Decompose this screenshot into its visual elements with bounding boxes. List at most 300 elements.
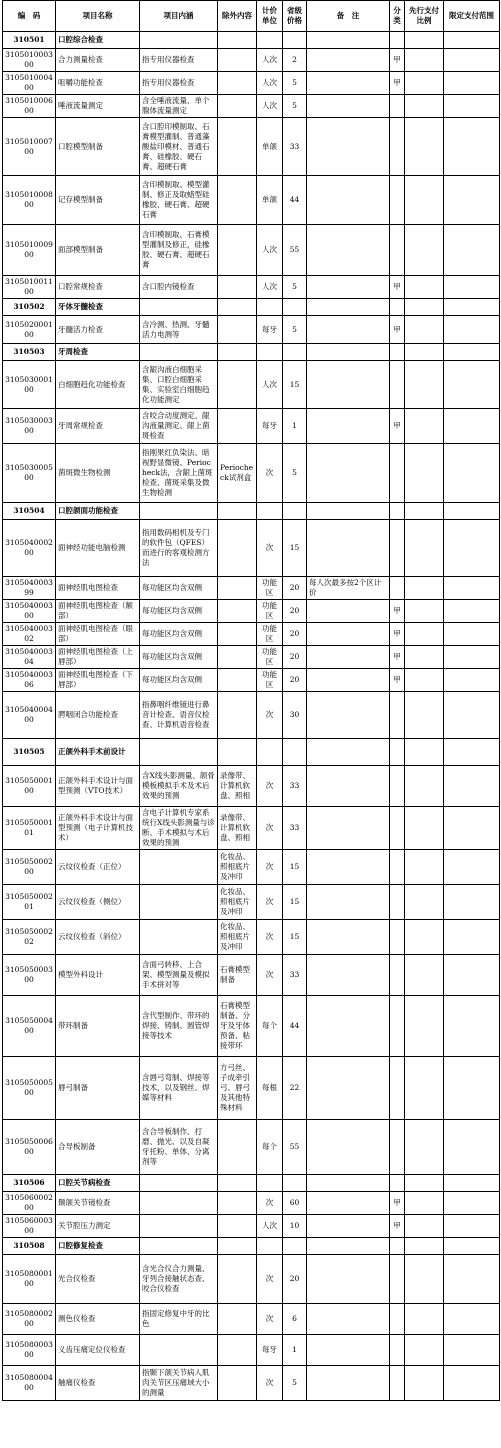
exclusions-cell: 录像带、计算机软盘、照相 bbox=[218, 766, 257, 807]
content-cell: 指用数码相机及专门的软件包（QFES）而进行的客观检测方法 bbox=[140, 520, 218, 577]
category-cell bbox=[390, 225, 405, 276]
exclusions-cell bbox=[218, 72, 257, 95]
prepay-ratio-cell bbox=[405, 766, 444, 807]
content-cell bbox=[140, 1192, 218, 1215]
prepay-ratio-cell bbox=[405, 1120, 444, 1175]
table-row bbox=[3, 95, 500, 118]
prepay-ratio-cell bbox=[405, 996, 444, 1057]
payment-scope-cell bbox=[444, 49, 500, 72]
prepay-ratio-cell bbox=[405, 1192, 444, 1215]
prepay-ratio-cell bbox=[405, 444, 444, 503]
payment-scope-cell bbox=[444, 118, 500, 176]
header-payment-scope: 限定支付范围 bbox=[444, 1, 500, 32]
section-code: 310501 bbox=[3, 32, 56, 49]
table-body bbox=[3, 32, 500, 1401]
empty-cell bbox=[257, 299, 283, 316]
table-row bbox=[3, 850, 500, 885]
price-cell: 55 bbox=[283, 1120, 307, 1175]
content-cell: 含口腔印模制取、石膏模型灌制、普通藻酸盐印模材、普通石膏、硅橡胶、硬石膏、超硬石膏 bbox=[140, 118, 218, 176]
table-row bbox=[3, 692, 500, 739]
section-row bbox=[3, 299, 500, 316]
code-cell: 310501000400 bbox=[3, 72, 56, 95]
code-cell: 310501000300 bbox=[3, 49, 56, 72]
section-title: 正颌外科手术前设计 bbox=[56, 739, 140, 766]
category-cell: 甲 bbox=[390, 72, 405, 95]
payment-scope-cell bbox=[444, 95, 500, 118]
empty-cell bbox=[283, 503, 307, 520]
table-row bbox=[3, 920, 500, 955]
content-cell bbox=[140, 850, 218, 885]
note-cell bbox=[307, 885, 390, 920]
price-cell: 15 bbox=[283, 885, 307, 920]
table-row bbox=[3, 118, 500, 176]
unit-cell: 人次 bbox=[257, 49, 283, 72]
empty-cell bbox=[307, 344, 390, 361]
table-row bbox=[3, 1366, 500, 1401]
price-cell: 20 bbox=[283, 577, 307, 600]
note-cell bbox=[307, 409, 390, 444]
payment-scope-cell bbox=[444, 885, 500, 920]
section-title: 口腔综合检查 bbox=[56, 32, 140, 49]
exclusions-cell: 石膏模型制备、分牙及牙体预备、粘接带环 bbox=[218, 996, 257, 1057]
prepay-ratio-cell bbox=[405, 1057, 444, 1120]
note-cell bbox=[307, 1192, 390, 1215]
code-cell: 310503000500 bbox=[3, 444, 56, 503]
price-cell: 60 bbox=[283, 1192, 307, 1215]
section-code: 310503 bbox=[3, 344, 56, 361]
payment-scope-cell bbox=[444, 176, 500, 225]
payment-scope-cell bbox=[444, 646, 500, 669]
table-row bbox=[3, 623, 500, 646]
exclusions-cell bbox=[218, 577, 257, 600]
exclusions-cell bbox=[218, 409, 257, 444]
note-cell bbox=[307, 276, 390, 299]
price-cell: 55 bbox=[283, 225, 307, 276]
price-cell: 33 bbox=[283, 118, 307, 176]
content-cell bbox=[140, 1215, 218, 1238]
name-cell: 咀嚼功能检查 bbox=[56, 72, 140, 95]
empty-cell bbox=[444, 739, 500, 766]
header-prepay-ratio: 先行支付比例 bbox=[405, 1, 444, 32]
empty-cell bbox=[405, 299, 444, 316]
empty-cell bbox=[390, 1238, 405, 1255]
name-cell: 牙周常规检查 bbox=[56, 409, 140, 444]
empty-cell bbox=[307, 299, 390, 316]
category-cell bbox=[390, 520, 405, 577]
empty-cell bbox=[218, 739, 257, 766]
empty-cell bbox=[140, 344, 218, 361]
exclusions-cell bbox=[218, 520, 257, 577]
prepay-ratio-cell bbox=[405, 850, 444, 885]
name-cell: 面神经肌电图检查（眼部） bbox=[56, 623, 140, 646]
table-row bbox=[3, 766, 500, 807]
empty-cell bbox=[218, 503, 257, 520]
content-cell: 每功能区均含双侧 bbox=[140, 646, 218, 669]
name-cell: 白细胞趋化功能检查 bbox=[56, 361, 140, 409]
empty-cell bbox=[218, 344, 257, 361]
unit-cell: 每根 bbox=[257, 1057, 283, 1120]
payment-scope-cell bbox=[444, 577, 500, 600]
table-row bbox=[3, 807, 500, 850]
content-cell bbox=[140, 920, 218, 955]
name-cell: 菌斑微生物检测 bbox=[56, 444, 140, 503]
note-cell bbox=[307, 1366, 390, 1401]
table-row bbox=[3, 1335, 500, 1366]
unit-cell: 次 bbox=[257, 807, 283, 850]
price-cell: 44 bbox=[283, 176, 307, 225]
category-cell bbox=[390, 1304, 405, 1335]
prepay-ratio-cell bbox=[405, 807, 444, 850]
code-cell: 310506000300 bbox=[3, 1215, 56, 1238]
code-cell: 310505000202 bbox=[3, 920, 56, 955]
empty-cell bbox=[257, 1238, 283, 1255]
unit-cell: 人次 bbox=[257, 276, 283, 299]
content-cell: 含电子计算机专家系统行X线头影测量与诊断、手术模拟与术后效果的预测 bbox=[140, 807, 218, 850]
prepay-ratio-cell bbox=[405, 520, 444, 577]
category-cell: 甲 bbox=[390, 669, 405, 692]
table-row bbox=[3, 1304, 500, 1335]
name-cell: 模型外科设计 bbox=[56, 955, 140, 996]
payment-scope-cell bbox=[444, 520, 500, 577]
note-cell bbox=[307, 600, 390, 623]
name-cell: 云纹仪检查（正位） bbox=[56, 850, 140, 885]
empty-cell bbox=[444, 32, 500, 49]
header-row bbox=[3, 1, 500, 32]
code-cell: 310501000900 bbox=[3, 225, 56, 276]
exclusions-cell bbox=[218, 49, 257, 72]
unit-cell: 人次 bbox=[257, 95, 283, 118]
note-cell bbox=[307, 1304, 390, 1335]
prepay-ratio-cell bbox=[405, 225, 444, 276]
payment-scope-cell bbox=[444, 850, 500, 885]
prepay-ratio-cell bbox=[405, 72, 444, 95]
exclusions-cell: 化妆品、照相底片及冲印 bbox=[218, 920, 257, 955]
unit-cell: 次 bbox=[257, 885, 283, 920]
name-cell: 面神经功能电脑检测 bbox=[56, 520, 140, 577]
exclusions-cell: 录像带、计算机软盘、照相 bbox=[218, 807, 257, 850]
category-cell: 甲 bbox=[390, 1215, 405, 1238]
name-cell: 合导板制备 bbox=[56, 1120, 140, 1175]
category-cell bbox=[390, 692, 405, 739]
fee-schedule-page bbox=[2, 0, 499, 1401]
code-cell: 310505000400 bbox=[3, 996, 56, 1057]
price-cell: 33 bbox=[283, 766, 307, 807]
empty-cell bbox=[283, 1175, 307, 1192]
content-cell: 指刚果红负染法、暗视野显微镜、Periocheck法，含龈上菌斑检查、菌斑采集及微生物检测 bbox=[140, 444, 218, 503]
price-cell: 5 bbox=[283, 444, 307, 503]
exclusions-cell bbox=[218, 1120, 257, 1175]
category-cell bbox=[390, 444, 405, 503]
code-cell: 310505000101 bbox=[3, 807, 56, 850]
code-cell: 310501001100 bbox=[3, 276, 56, 299]
code-cell: 310508000400 bbox=[3, 1366, 56, 1401]
section-row bbox=[3, 1238, 500, 1255]
empty-cell bbox=[257, 344, 283, 361]
table-row bbox=[3, 996, 500, 1057]
exclusions-cell bbox=[218, 95, 257, 118]
name-cell: 正颌外科手术设计与面型预测（VTO技术） bbox=[56, 766, 140, 807]
exclusions-cell: 方弓丝、子成牵引弓、唇弓及其他特殊材料 bbox=[218, 1057, 257, 1120]
content-cell: 含龈沟液白细胞采集、口腔白细胞采集、实验室白细胞趋化功能测定 bbox=[140, 361, 218, 409]
table-row bbox=[3, 885, 500, 920]
table-row bbox=[3, 520, 500, 577]
empty-cell bbox=[405, 1238, 444, 1255]
exclusions-cell bbox=[218, 361, 257, 409]
note-cell bbox=[307, 807, 390, 850]
empty-cell bbox=[390, 1175, 405, 1192]
table-row bbox=[3, 361, 500, 409]
content-cell: 指专用仪器检查 bbox=[140, 72, 218, 95]
prepay-ratio-cell bbox=[405, 623, 444, 646]
category-cell: 甲 bbox=[390, 1192, 405, 1215]
category-cell bbox=[390, 955, 405, 996]
name-cell: 光合仪检查 bbox=[56, 1255, 140, 1304]
prepay-ratio-cell bbox=[405, 316, 444, 344]
payment-scope-cell bbox=[444, 276, 500, 299]
empty-cell bbox=[283, 344, 307, 361]
note-cell bbox=[307, 692, 390, 739]
empty-cell bbox=[405, 1175, 444, 1192]
table-row bbox=[3, 276, 500, 299]
name-cell: 唾液流量测定 bbox=[56, 95, 140, 118]
empty-cell bbox=[405, 503, 444, 520]
code-cell: 310508000100 bbox=[3, 1255, 56, 1304]
note-cell bbox=[307, 1255, 390, 1304]
section-row bbox=[3, 32, 500, 49]
name-cell: 合力测量检查 bbox=[56, 49, 140, 72]
empty-cell bbox=[390, 299, 405, 316]
payment-scope-cell bbox=[444, 316, 500, 344]
unit-cell: 次 bbox=[257, 955, 283, 996]
name-cell: 口腔常规检查 bbox=[56, 276, 140, 299]
note-cell bbox=[307, 996, 390, 1057]
note-cell bbox=[307, 361, 390, 409]
price-cell: 15 bbox=[283, 361, 307, 409]
price-cell: 20 bbox=[283, 669, 307, 692]
empty-cell bbox=[307, 739, 390, 766]
table-row bbox=[3, 646, 500, 669]
table-row bbox=[3, 225, 500, 276]
unit-cell: 功能区 bbox=[257, 623, 283, 646]
name-cell: 带环制备 bbox=[56, 996, 140, 1057]
code-cell: 310505000500 bbox=[3, 1057, 56, 1120]
code-cell: 310501000800 bbox=[3, 176, 56, 225]
prepay-ratio-cell bbox=[405, 118, 444, 176]
empty-cell bbox=[307, 1238, 390, 1255]
header-note: 备 注 bbox=[307, 1, 390, 32]
prepay-ratio-cell bbox=[405, 1304, 444, 1335]
content-cell: 含唇弓弯制、焊接等技术，以及钢丝、焊媒等材料 bbox=[140, 1057, 218, 1120]
exclusions-cell bbox=[218, 646, 257, 669]
name-cell: 触痛仪检查 bbox=[56, 1366, 140, 1401]
price-cell: 5 bbox=[283, 276, 307, 299]
table-row bbox=[3, 1255, 500, 1304]
content-cell bbox=[140, 885, 218, 920]
code-cell: 310501000700 bbox=[3, 118, 56, 176]
prepay-ratio-cell bbox=[405, 176, 444, 225]
note-cell bbox=[307, 1215, 390, 1238]
empty-cell bbox=[307, 503, 390, 520]
empty-cell bbox=[257, 32, 283, 49]
name-cell: 颞颌关节镜检查 bbox=[56, 1192, 140, 1215]
empty-cell bbox=[390, 739, 405, 766]
category-cell bbox=[390, 920, 405, 955]
prepay-ratio-cell bbox=[405, 409, 444, 444]
price-cell: 20 bbox=[283, 1255, 307, 1304]
payment-scope-cell bbox=[444, 361, 500, 409]
category-cell bbox=[390, 95, 405, 118]
note-cell bbox=[307, 1120, 390, 1175]
code-cell: 310505000200 bbox=[3, 850, 56, 885]
table-row bbox=[3, 577, 500, 600]
exclusions-cell bbox=[218, 276, 257, 299]
code-cell: 310504000300 bbox=[3, 600, 56, 623]
code-cell: 310504000400 bbox=[3, 692, 56, 739]
content-cell: 指专用仪器检查 bbox=[140, 49, 218, 72]
header-exclusions: 除外内容 bbox=[218, 1, 257, 32]
prepay-ratio-cell bbox=[405, 95, 444, 118]
category-cell bbox=[390, 1120, 405, 1175]
note-cell bbox=[307, 225, 390, 276]
category-cell bbox=[390, 1335, 405, 1366]
empty-cell bbox=[444, 344, 500, 361]
unit-cell: 每牙 bbox=[257, 1335, 283, 1366]
code-cell: 310505000300 bbox=[3, 955, 56, 996]
content-cell: 含光合仪合力测量、牙列合接触状态查、咬合仪检查 bbox=[140, 1255, 218, 1304]
note-cell bbox=[307, 623, 390, 646]
name-cell: 面部模型制备 bbox=[56, 225, 140, 276]
payment-scope-cell bbox=[444, 1335, 500, 1366]
empty-cell bbox=[140, 1238, 218, 1255]
name-cell: 关节腔压力测定 bbox=[56, 1215, 140, 1238]
name-cell: 唇弓制备 bbox=[56, 1057, 140, 1120]
code-cell: 310501000600 bbox=[3, 95, 56, 118]
content-cell: 含印模制取、石膏模型灌制及修正，硅橡胶、硬石膏、超硬石膏 bbox=[140, 225, 218, 276]
payment-scope-cell bbox=[444, 444, 500, 503]
prepay-ratio-cell bbox=[405, 955, 444, 996]
section-row bbox=[3, 503, 500, 520]
category-cell: 甲 bbox=[390, 646, 405, 669]
unit-cell: 功能区 bbox=[257, 669, 283, 692]
category-cell bbox=[390, 118, 405, 176]
table-row bbox=[3, 1120, 500, 1175]
note-cell bbox=[307, 444, 390, 503]
empty-cell bbox=[405, 344, 444, 361]
section-code: 310502 bbox=[3, 299, 56, 316]
section-title: 口腔修复检查 bbox=[56, 1238, 140, 1255]
content-cell: 含咬合动度测定、龈沟液量测定、龈上菌斑检查 bbox=[140, 409, 218, 444]
content-cell: 含X线头影测量、颌骨模板模拟手术及术后效果的预测 bbox=[140, 766, 218, 807]
table-row bbox=[3, 669, 500, 692]
unit-cell: 次 bbox=[257, 1366, 283, 1401]
unit-cell: 人次 bbox=[257, 72, 283, 95]
empty-cell bbox=[390, 503, 405, 520]
prepay-ratio-cell bbox=[405, 1215, 444, 1238]
empty-cell bbox=[405, 739, 444, 766]
content-cell bbox=[140, 1335, 218, 1366]
payment-scope-cell bbox=[444, 1366, 500, 1401]
exclusions-cell: 化妆品、照相底片及冲印 bbox=[218, 850, 257, 885]
unit-cell: 次 bbox=[257, 1192, 283, 1215]
unit-cell: 人次 bbox=[257, 225, 283, 276]
empty-cell bbox=[140, 32, 218, 49]
payment-scope-cell bbox=[444, 225, 500, 276]
category-cell: 甲 bbox=[390, 409, 405, 444]
unit-cell: 功能区 bbox=[257, 646, 283, 669]
payment-scope-cell bbox=[444, 409, 500, 444]
name-cell: 云纹仪检查（侧位） bbox=[56, 885, 140, 920]
content-cell: 每功能区均含双侧 bbox=[140, 623, 218, 646]
table-row bbox=[3, 409, 500, 444]
name-cell: 口腔模型制备 bbox=[56, 118, 140, 176]
category-cell: 甲 bbox=[390, 49, 405, 72]
category-cell bbox=[390, 1366, 405, 1401]
empty-cell bbox=[283, 299, 307, 316]
prepay-ratio-cell bbox=[405, 1366, 444, 1401]
empty-cell bbox=[218, 299, 257, 316]
table-row bbox=[3, 49, 500, 72]
payment-scope-cell bbox=[444, 1192, 500, 1215]
empty-cell bbox=[140, 1175, 218, 1192]
header-name: 项目名称 bbox=[56, 1, 140, 32]
name-cell: 记存模型制备 bbox=[56, 176, 140, 225]
name-cell: 面神经肌电图检查（下唇部） bbox=[56, 669, 140, 692]
code-cell: 310508000300 bbox=[3, 1335, 56, 1366]
table-row bbox=[3, 1057, 500, 1120]
empty-cell bbox=[140, 739, 218, 766]
name-cell: 面神经肌电图检查（上唇部） bbox=[56, 646, 140, 669]
unit-cell: 每个 bbox=[257, 1120, 283, 1175]
section-row bbox=[3, 739, 500, 766]
note-cell bbox=[307, 316, 390, 344]
unit-cell: 次 bbox=[257, 520, 283, 577]
unit-cell: 人次 bbox=[257, 1215, 283, 1238]
payment-scope-cell bbox=[444, 692, 500, 739]
code-cell: 310505000600 bbox=[3, 1120, 56, 1175]
name-cell: 面神经肌电图检查 bbox=[56, 577, 140, 600]
price-cell: 33 bbox=[283, 955, 307, 996]
payment-scope-cell bbox=[444, 1215, 500, 1238]
unit-cell: 次 bbox=[257, 766, 283, 807]
note-cell bbox=[307, 646, 390, 669]
code-cell: 310503000100 bbox=[3, 361, 56, 409]
unit-cell: 功能区 bbox=[257, 577, 283, 600]
empty-cell bbox=[307, 32, 390, 49]
note-cell bbox=[307, 520, 390, 577]
code-cell: 310505000100 bbox=[3, 766, 56, 807]
content-cell: 含面弓转移、上合架、模型测量及模拟手术拼对等 bbox=[140, 955, 218, 996]
price-cell: 5 bbox=[283, 1366, 307, 1401]
header-content: 项目内涵 bbox=[140, 1, 218, 32]
empty-cell bbox=[444, 503, 500, 520]
payment-scope-cell bbox=[444, 600, 500, 623]
content-cell: 指颞下颌关节病人肌肉关节区压痛域大小的测量 bbox=[140, 1366, 218, 1401]
content-cell: 每功能区均含双侧 bbox=[140, 600, 218, 623]
section-code: 310505 bbox=[3, 739, 56, 766]
category-cell: 甲 bbox=[390, 316, 405, 344]
exclusions-cell bbox=[218, 225, 257, 276]
code-cell: 310504000306 bbox=[3, 669, 56, 692]
prepay-ratio-cell bbox=[405, 49, 444, 72]
unit-cell: 每牙 bbox=[257, 316, 283, 344]
unit-cell: 次 bbox=[257, 692, 283, 739]
category-cell bbox=[390, 577, 405, 600]
empty-cell bbox=[218, 1238, 257, 1255]
note-cell bbox=[307, 850, 390, 885]
code-cell: 310508000200 bbox=[3, 1304, 56, 1335]
empty-cell bbox=[444, 299, 500, 316]
exclusions-cell bbox=[218, 1335, 257, 1366]
